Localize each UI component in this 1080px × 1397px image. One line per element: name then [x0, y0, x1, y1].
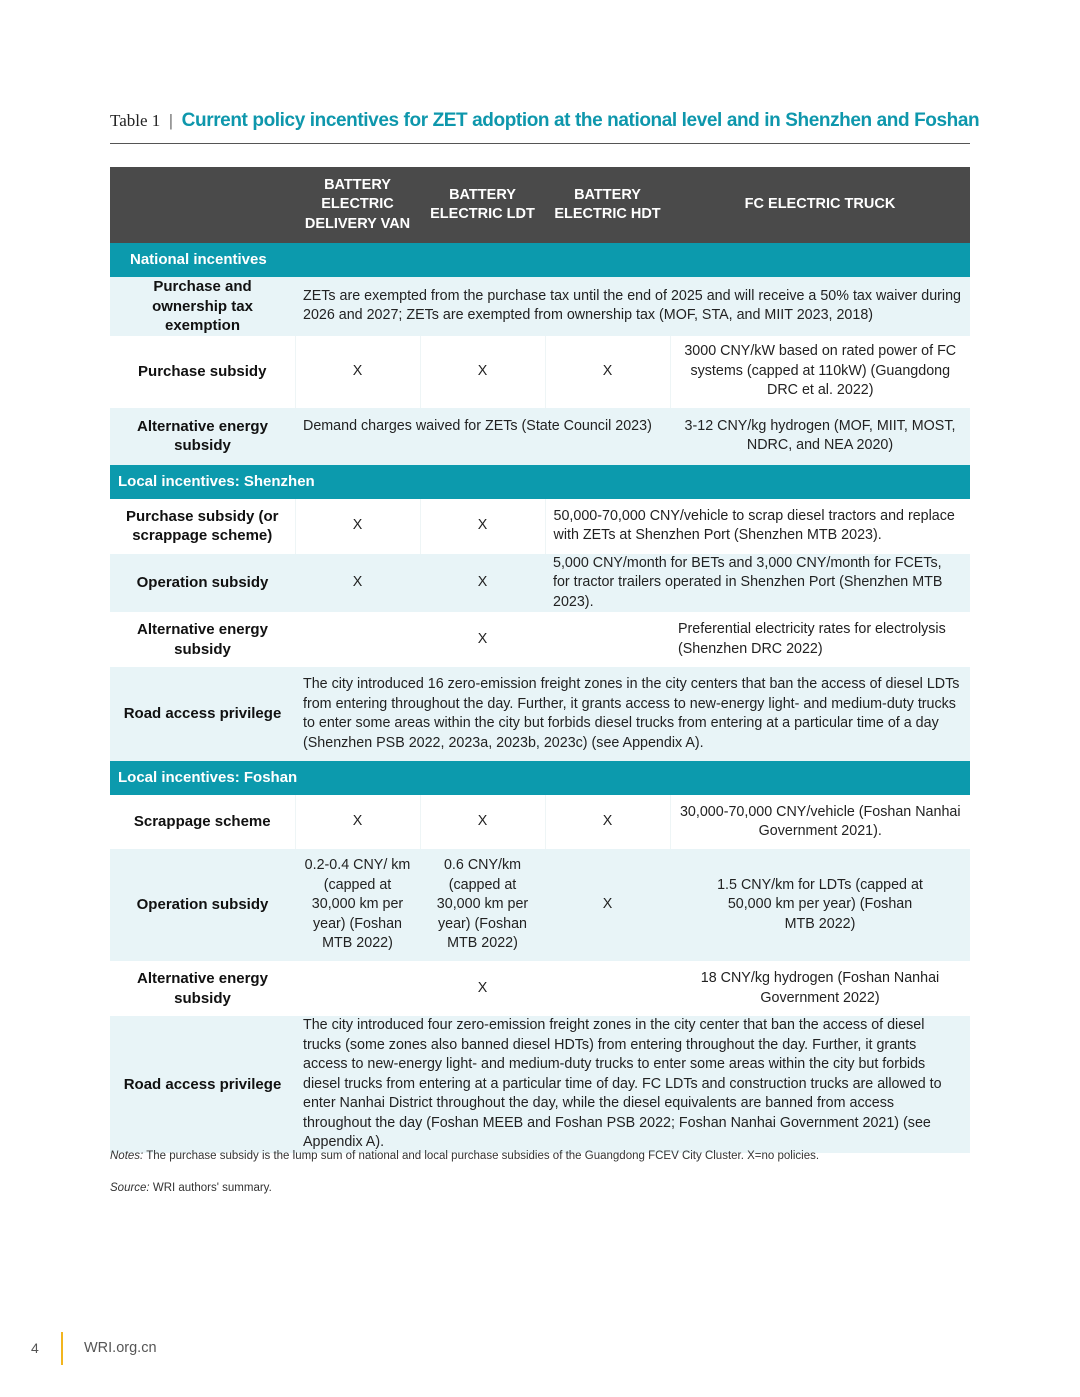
cell-national-subsidy-fc: 3000 CNY/kW based on rated power of FC systems (capped at 110kW) (Guangdong DRC et al. 2022): [670, 336, 970, 408]
section-row-shenzhen: [110, 465, 970, 499]
row-label-purchase-ownership: Purchase and ownership tax exemption: [110, 277, 295, 336]
row-label-sz-alt-energy: Alternative energy subsidy: [110, 612, 295, 667]
table-row: [110, 849, 970, 961]
section-title-foshan: Local incentives: Foshan: [110, 761, 970, 795]
table-row: [110, 554, 970, 613]
row-label-fs-road-access: Road access privilege: [110, 1016, 295, 1153]
cell-sz-alt-energy-battery: X: [295, 612, 670, 667]
cell-national-subsidy-ldt: X: [420, 336, 545, 408]
section-row-national: [110, 243, 970, 277]
cell-national-subsidy-van: X: [295, 336, 420, 408]
notes-label: Notes:: [110, 1150, 144, 1162]
cell-fs-operation-ldt: 0.6 CNY/km (capped at 30,000 km per year) (Foshan MTB 2022): [420, 849, 545, 961]
footer-site-link[interactable]: WRI.org.cn: [84, 1340, 157, 1356]
table-label: Table 1: [110, 111, 161, 130]
table-row: [110, 408, 970, 465]
row-label-sz-purchase-subsidy: Purchase subsidy (or scrappage scheme): [110, 499, 295, 554]
cell-sz-operation-ldt: X: [420, 554, 545, 613]
cell-sz-operation-hdt-fc: 5,000 CNY/month for BETs and 3,000 CNY/month for FCETs, for tractor trailers operated in Shenzhen Port (Shenzhen MTB 2023).: [545, 554, 970, 613]
policy-table: [110, 167, 970, 1153]
section-title-shenzhen: Local incentives: Shenzhen: [110, 465, 970, 499]
title-separator: |: [169, 111, 173, 130]
table-row: [110, 961, 970, 1016]
col-header-van: BATTERY ELECTRIC DELIVERY VAN: [295, 167, 420, 243]
cell-sz-road-access: The city introduced 16 zero-emission freight zones in the city centers that ban the access of diesel LDTs from entering throughout the day. Further, it grants access to new-energy light- and medium-duty trucks to enter some areas within the city but forbids diesel trucks from entering at a particular time of a day (Shenzhen PSB 2022, 2023a, 2023b, 2023c) (see Appendix A).: [295, 667, 970, 761]
row-label-fs-operation-subsidy: Operation subsidy: [110, 849, 295, 961]
table-notes: [110, 1150, 970, 1162]
cell-fs-alt-energy-fc: 18 CNY/kg hydrogen (Foshan Nanhai Government 2022): [670, 961, 970, 1016]
section-title-national: National incentives: [110, 243, 970, 277]
source-text: WRI authors' summary.: [152, 1182, 272, 1194]
row-label-alt-energy: Alternative energy subsidy: [110, 408, 295, 465]
cell-national-alt-energy-fc: 3-12 CNY/kg hydrogen (MOF, MIIT, MOST, NDRC, and NEA 2020): [670, 408, 970, 465]
cell-sz-purchase-van: X: [295, 499, 420, 554]
col-header-hdt: BATTERY ELECTRIC HDT: [545, 167, 670, 243]
row-label-fs-alt-energy: Alternative energy subsidy: [110, 961, 295, 1016]
cell-fs-alt-energy-battery: X: [295, 961, 670, 1016]
cell-sz-purchase-hdt-fc: 50,000-70,000 CNY/vehicle to scrap diesel tractors and replace with ZETs at Shenzhen Port (Shenzhen MTB 2023).: [545, 499, 970, 554]
table-row: [110, 612, 970, 667]
cell-national-alt-energy-battery: Demand charges waived for ZETs (State Council 2023): [295, 408, 670, 465]
page-number: 4: [31, 1340, 39, 1356]
table-header-row: [110, 167, 970, 243]
cell-fs-operation-fc: 1.5 CNY/km for LDTs (capped at 50,000 km per year) (Foshan MTB 2022): [670, 849, 970, 961]
cell-sz-purchase-ldt: X: [420, 499, 545, 554]
row-label-sz-road-access: Road access privilege: [110, 667, 295, 761]
footer-divider: [61, 1332, 63, 1365]
row-label-fs-scrappage: Scrappage scheme: [110, 795, 295, 849]
table-row: [110, 277, 970, 336]
section-row-foshan: [110, 761, 970, 795]
cell-sz-operation-van: X: [295, 554, 420, 613]
table-source: [110, 1182, 272, 1194]
header-blank-cell: [110, 167, 295, 243]
cell-fs-operation-van: 0.2-0.4 CNY/ km (capped at 30,000 km per year) (Foshan MTB 2022): [295, 849, 420, 961]
table-title: [110, 108, 980, 144]
notes-text: The purchase subsidy is the lump sum of national and local purchase subsidies of the Guangdong FCEV City Cluster. X=no policies.: [146, 1150, 820, 1162]
table-row: [110, 336, 970, 408]
table-row: [110, 1016, 970, 1153]
cell-fs-road-access: The city introduced four zero-emission freight zones in the city center that ban the access of diesel trucks (some zones also banned diesel HDTs) from entering throughout the day. Further, it grants access to new-energy light- and medium-duty trucks to enter some areas within the city but forbids diesel trucks from entering at a particular time of day. FC LDTs and construction trucks are allowed to enter Nanhai District throughout the day, while the diesel equivalents are banned from access throughout the day (Foshan MEEB and Foshan PSB 2022; Foshan Nanhai Government 2021) (see Appendix A).: [295, 1016, 970, 1153]
table-row: [110, 667, 970, 761]
cell-national-subsidy-hdt: X: [545, 336, 670, 408]
col-header-ldt: BATTERY ELECTRIC LDT: [420, 167, 545, 243]
cell-fs-operation-hdt: X: [545, 849, 670, 961]
table-caption: Current policy incentives for ZET adoption at the national level and in Shenzhen and Foshan: [181, 110, 980, 131]
table-row: [110, 795, 970, 849]
source-label: Source:: [110, 1182, 150, 1194]
table-row: [110, 499, 970, 554]
cell-fs-scrappage-fc: 30,000-70,000 CNY/vehicle (Foshan Nanhai Government 2021).: [670, 795, 970, 849]
row-label-sz-operation-subsidy: Operation subsidy: [110, 554, 295, 613]
cell-sz-alt-energy-fc: Preferential electricity rates for electrolysis (Shenzhen DRC 2022): [670, 612, 970, 667]
cell-fs-scrappage-ldt: X: [420, 795, 545, 849]
cell-fs-scrappage-van: X: [295, 795, 420, 849]
col-header-fc: FC ELECTRIC TRUCK: [670, 167, 970, 243]
row-label-purchase-subsidy: Purchase subsidy: [110, 336, 295, 408]
cell-fs-scrappage-hdt: X: [545, 795, 670, 849]
cell-purchase-ownership: ZETs are exempted from the purchase tax until the end of 2025 and will receive a 50% tax waiver during 2026 and 2027; ZETs are exempted from ownership tax (MOF, STA, and MIIT 2023, 2018): [295, 277, 970, 336]
